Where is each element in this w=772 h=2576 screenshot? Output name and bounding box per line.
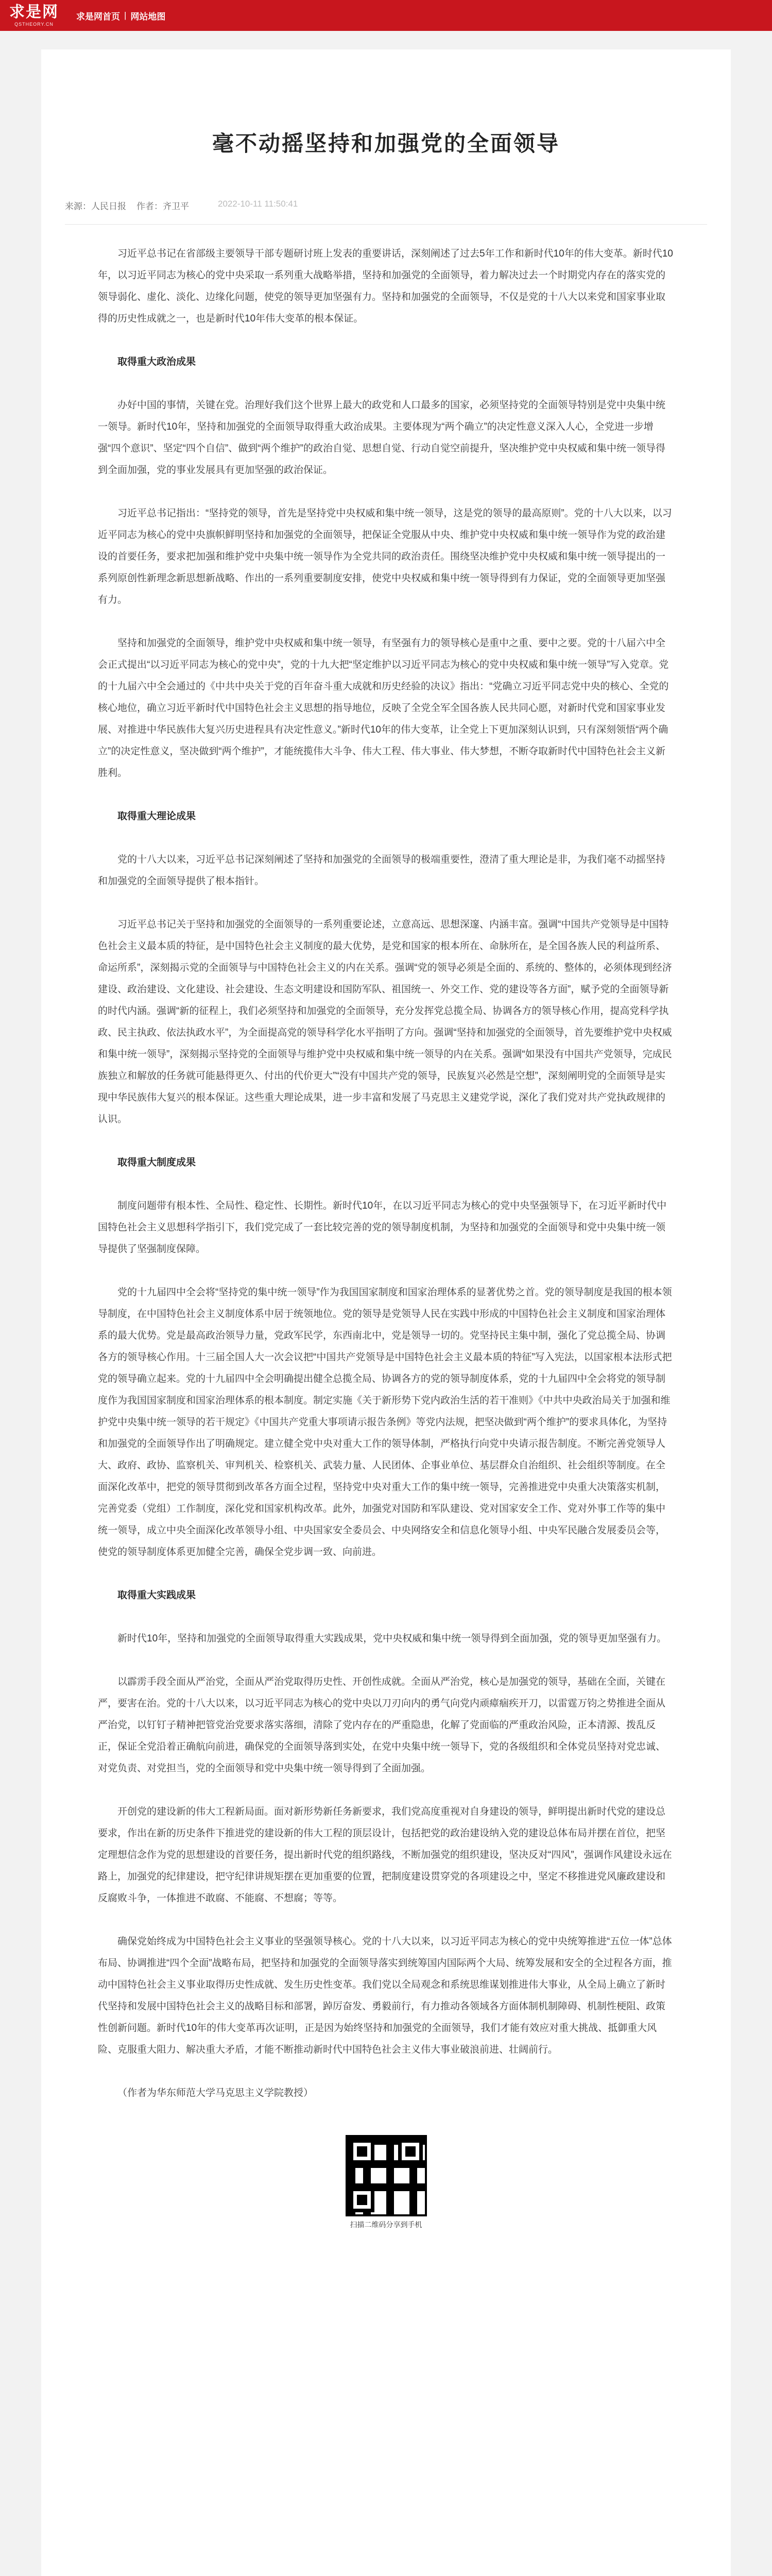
article-paragraph: 确保党始终成为中国特色社会主义事业的坚强领导核心。党的十八大以来，以习近平同志为核心的党中央统筹推进“五位一体”总体布局、协调推进“四个全面”战略布局，把坚持和加强党的全面领导落实到统筹国内国际两个大局、统筹发展和安全的全过程各方面，推动中国特色社会主义事业取得历史性成就、发生历史性变革。我们党以全局观念和系统思维谋划推进伟大事业，从全局上确立了新时代坚持和发展中国特色社会主义的战略目标和部署，踔厉奋发、勇毅前行，有力推动各领域各方面体制机制障碍、机制性梗阻、政策性创新问题。新时代10年的伟大变革再次证明，正是因为始终坚持和加强党的全面领导，我们才能有效应对重大挑战、抵御重大风险、克服重大阻力、解决重大矛盾，才能不断推动新时代中国特色社会主义伟大事业破浪前进、壮阔前行。 <box>98 1936 672 2055</box>
logo-subtext: QSTHEORY.CN <box>14 22 54 27</box>
section-heading: 取得重大制度成果 <box>117 1157 196 1168</box>
qr-code-icon <box>346 2135 427 2216</box>
top-navigation-bar <box>0 0 772 31</box>
article-meta <box>65 199 731 212</box>
article-title: 毫不动摇坚持和加强党的全面领导 <box>212 131 560 156</box>
nav-separator: | <box>124 10 127 20</box>
section-heading: 取得重大理论成果 <box>117 811 196 822</box>
qstheory-logo[interactable] <box>7 2 61 29</box>
logo-text: 求是网 <box>9 4 59 21</box>
qr-caption: 扫描二维码分享到手机 <box>350 2221 422 2229</box>
article-paragraph: 以霹雳手段全面从严治党，全面从严治党取得历史性、开创性成就。全面从严治党，核心是加强党的领导，基础在全面，关键在严，要害在治。党的十八大以来，以习近平同志为核心的党中央以刀刃向内的勇气向党内顽瘴痼疾开刀，以雷霆万钧之势推进全面从严治党，以钉钉子精神把管党治党要求落实落细，清除了党内存在的严重隐患，化解了党面临的严重政治风险，正本清源、拨乱反正，保证全党沿着正确航向前进，确保党的全面领导落到实处，在党中央集中统一领导下，党的各级组织和全体党员坚持对党忠诚、对党负责、对党担当，党的全面领导和党中央集中统一领导得到了全面加强。 <box>98 1676 666 1774</box>
article-paragraph: 习近平总书记关于坚持和加强党的全面领导的一系列重要论述，立意高远、思想深邃、内涵丰富。强调“中国共产党领导是中国特色社会主义最本质的特征，是中国特色社会主义制度的最大优势，是党和国家的根本所在、命脉所在，是全国各族人民的利益所系、命运所系”，深刻揭示党的全面领导与中国特色社会主义的内在关系。强调“党的领导必须是全面的、系统的、整体的，必须体现到经济建设、政治建设、文化建设、社会建设、生态文明建设和国防军队、祖国统一、外交工作、党的建设等各方面”，赋予党的全面领导新的时代内涵。强调“新的征程上，我们必须坚持和加强党的全面领导，充分发挥党总揽全局、协调各方的领导核心作用，提高党科学执政、民主执政、依法执政水平”，为全面提高党的领导科学化水平指明了方向。强调“坚持和加强党的全面领导，首先要维护党中央权威和集中统一领导”，深刻揭示坚持党的全面领导与维护党中央权威和集中统一领导的内在关系。强调“如果没有中国共产党领导，完成民族独立和解放的任务就可能悬得更久、付出的代价更大”“没有中国共产党的领导，民族复兴必然是空想”，深刻阐明党的全面领导是实现中华民族伟大复兴的根本保证。这些重大理论成果，进一步丰富和发展了马克思主义建党学说，深化了我们党对共产党执政规律的认识。 <box>98 919 672 1125</box>
article-paragraph: 党的十八大以来，习近平总书记深刻阐述了坚持和加强党的全面领导的极端重要性，澄清了重大理论是非，为我们毫不动摇坚持和加强党的全面领导提供了根本指针。 <box>98 854 666 887</box>
article-paragraph: 习近平总书记在省部级主要领导干部专题研讨班上发表的重要讲话，深刻阐述了过去5年工作和新时代10年的伟大变革。新时代10年，以习近平同志为核心的党中央采取一系列重大战略举措，坚持和加强党的全面领导，着力解决过去一个时期党内存在的落实党的领导弱化、虚化、淡化、边缘化问题，使党的领导更加坚强有力。坚持和加强党的全面领导，不仅是党的十八大以来党和国家事业取得的历史性成就之一，也是新时代10年伟大变革的根本保证。 <box>98 248 673 324</box>
nav-home-link[interactable]: 求是网首页 <box>76 11 120 22</box>
article-author: 作者：齐卫平 <box>136 201 189 211</box>
article-time: 2022-10-11 11:50:41 <box>218 199 298 209</box>
section-heading: 取得重大政治成果 <box>117 357 196 367</box>
article-paragraph: 习近平总书记指出：“坚持党的领导，首先是坚持党中央权威和集中统一领导，这是党的领导的最高原则”。党的十八大以来，以习近平同志为核心的党中央旗帜鲜明坚持和加强党的全面领导，把保证全党服从中央、维护党中央权威和集中统一领导作为党的政治建设的首要任务，要求把加强和维护党中央集中统一领导作为全党共同的政治责任。围绕坚决维护党中央权威和集中统一领导提出的一系列原创性新理念新思想新战略、作出的一系列重要制度安排，使党中央权威和集中统一领导得到有力保证，党的全面领导更加坚强有力。 <box>98 508 672 605</box>
qr-share <box>41 2135 731 2230</box>
article-source: 来源：人民日报 <box>65 201 126 211</box>
section-heading: 取得重大实践成果 <box>117 1590 196 1601</box>
article-paragraph: 开创党的建设新的伟大工程新局面。面对新形势新任务新要求，我们党高度重视对自身建设的领导，鲜明提出新时代党的建设总要求，作出在新的历史条件下推进党的建设新的伟大工程的顶层设计，包括把党的政治建设纳入党的建设总体布局并摆在首位，把坚定理想信念作为党的思想建设的首要任务，提出新时代党的组织路线，不断加强党的组织建设，坚决反对“四风”，强调作风建设永远在路上，加强党的纪律建设，把守纪律讲规矩摆在更加重要的位置，把制度建设贯穿党的各项建设之中，坚定不移推进党风廉政建设和反腐败斗争，一体推进不敢腐、不能腐、不想腐；等等。 <box>98 1806 672 1904</box>
article-paragraph: 办好中国的事情，关键在党。治理好我们这个世界上最大的政党和人口最多的国家，必须坚持党的全面领导特别是党中央集中统一领导。新时代10年，坚持和加强党的全面领导取得重大政治成果。主要体现为“两个确立”的决定性意义深入人心，全党进一步增强“四个意识”、坚定“四个自信”、做到“两个维护”的政治自觉、思想自觉、行动自觉空前提升，坚决维护党中央权威和集中统一领导得到全面加强，党的事业发展具有更加坚强的政治保证。 <box>98 400 666 476</box>
article-container <box>41 49 731 2576</box>
article-body <box>41 225 731 2104</box>
nav-sitemap-link[interactable]: 网站地图 <box>130 11 166 22</box>
article-paragraph: 制度问题带有根本性、全局性、稳定性、长期性。新时代10年，在以习近平同志为核心的党中央坚强领导下，在习近平新时代中国特色社会主义思想科学指引下，我们党完成了一套比较完善的党的领导制度机制，为坚持和加强党的全面领导和党中央集中统一领导提供了坚强制度保障。 <box>98 1200 667 1255</box>
article-paragraph: 党的十九届四中全会将“坚持党的集中统一领导”作为我国国家制度和国家治理体系的显著优势之首。党的领导制度是我国的根本领导制度，在中国特色社会主义制度体系中居于统领地位。党的领导是党领导人民在实践中形成的中国特色社会主义制度和国家治理体系的最大优势。党是最高政治领导力量，党政军民学，东西南北中，党是领导一切的。党坚持民主集中制，强化了党总揽全局、协调各方的领导核心作用。十三届全国人大一次会议把“中国共产党领导是中国特色社会主义最本质的特征”写入宪法，以国家根本法形式把党的领导确立起来。党的十九届四中全会明确提出健全总揽全局、协调各方的党的领导制度体系，党的十九届四中全会将党的领导制度作为我国国家制度和国家治理体系的根本制度。制定实施《关于新形势下党内政治生活的若干准则》《中共中央政治局关于加强和维护党中央集中统一领导的若干规定》《中国共产党重大事项请示报告条例》等党内法规，把坚决做到“两个维护”的要求具体化，为坚持和加强党的全面领导作出了明确规定。建立健全党中央对重大工作的领导体制，严格执行向党中央请示报告制度。不断完善党领导人大、政府、政协、监察机关、审判机关、检察机关、武装力量、人民团体、企事业单位、基层群众自治组织、社会组织等制度。在全面深化改革中，把党的领导贯彻到改革各方面全过程，坚持党中央对重大工作的集中统一领导，完善推进党中央重大决策落实机制，完善党委（党组）工作制度，深化党和国家机构改革。此外，加强党对国防和军队建设、党对国家安全工作、党对外事工作等的集中统一领导，成立中央全面深化改革领导小组、中央国家安全委员会、中央网络安全和信息化领导小组、中央军民融合发展委员会等，使党的领导制度体系更加健全完善，确保全党步调一致、向前进。 <box>98 1287 672 1557</box>
author-note: （作者为华东师范大学马克思主义学院教授） <box>117 2088 314 2098</box>
article-paragraph: 新时代10年，坚持和加强党的全面领导取得重大实践成果，党中央权威和集中统一领导得到全面加强，党的领导更加坚强有力。 <box>117 1633 667 1644</box>
header-nav <box>76 9 165 22</box>
article-paragraph: 坚持和加强党的全面领导，维护党中央权威和集中统一领导，有坚强有力的领导核心是重中之重、要中之要。党的十八届六中全会正式提出“以习近平同志为核心的党中央”，党的十九大把“坚定维护以习近平同志为核心的党中央权威和集中统一领导”写入党章。党的十九届六中全会通过的《中共中央关于党的百年奋斗重大成就和历史经验的决议》指出：“党确立习近平同志党中央的核心、全党的核心地位，确立习近平新时代中国特色社会主义思想的指导地位，反映了全党全军全国各族人民共同心愿，对新时代党和国家事业发展、对推进中华民族伟大复兴历史进程具有决定性意义。”新时代10年的伟大变革，让全党上下更加深刻认识到，只有深刻领悟“两个确立”的决定性意义，坚决做到“两个维护”，才能统揽伟大斗争、伟大工程、伟大事业、伟大梦想，不断夺取新时代中国特色社会主义新胜利。 <box>98 638 669 778</box>
